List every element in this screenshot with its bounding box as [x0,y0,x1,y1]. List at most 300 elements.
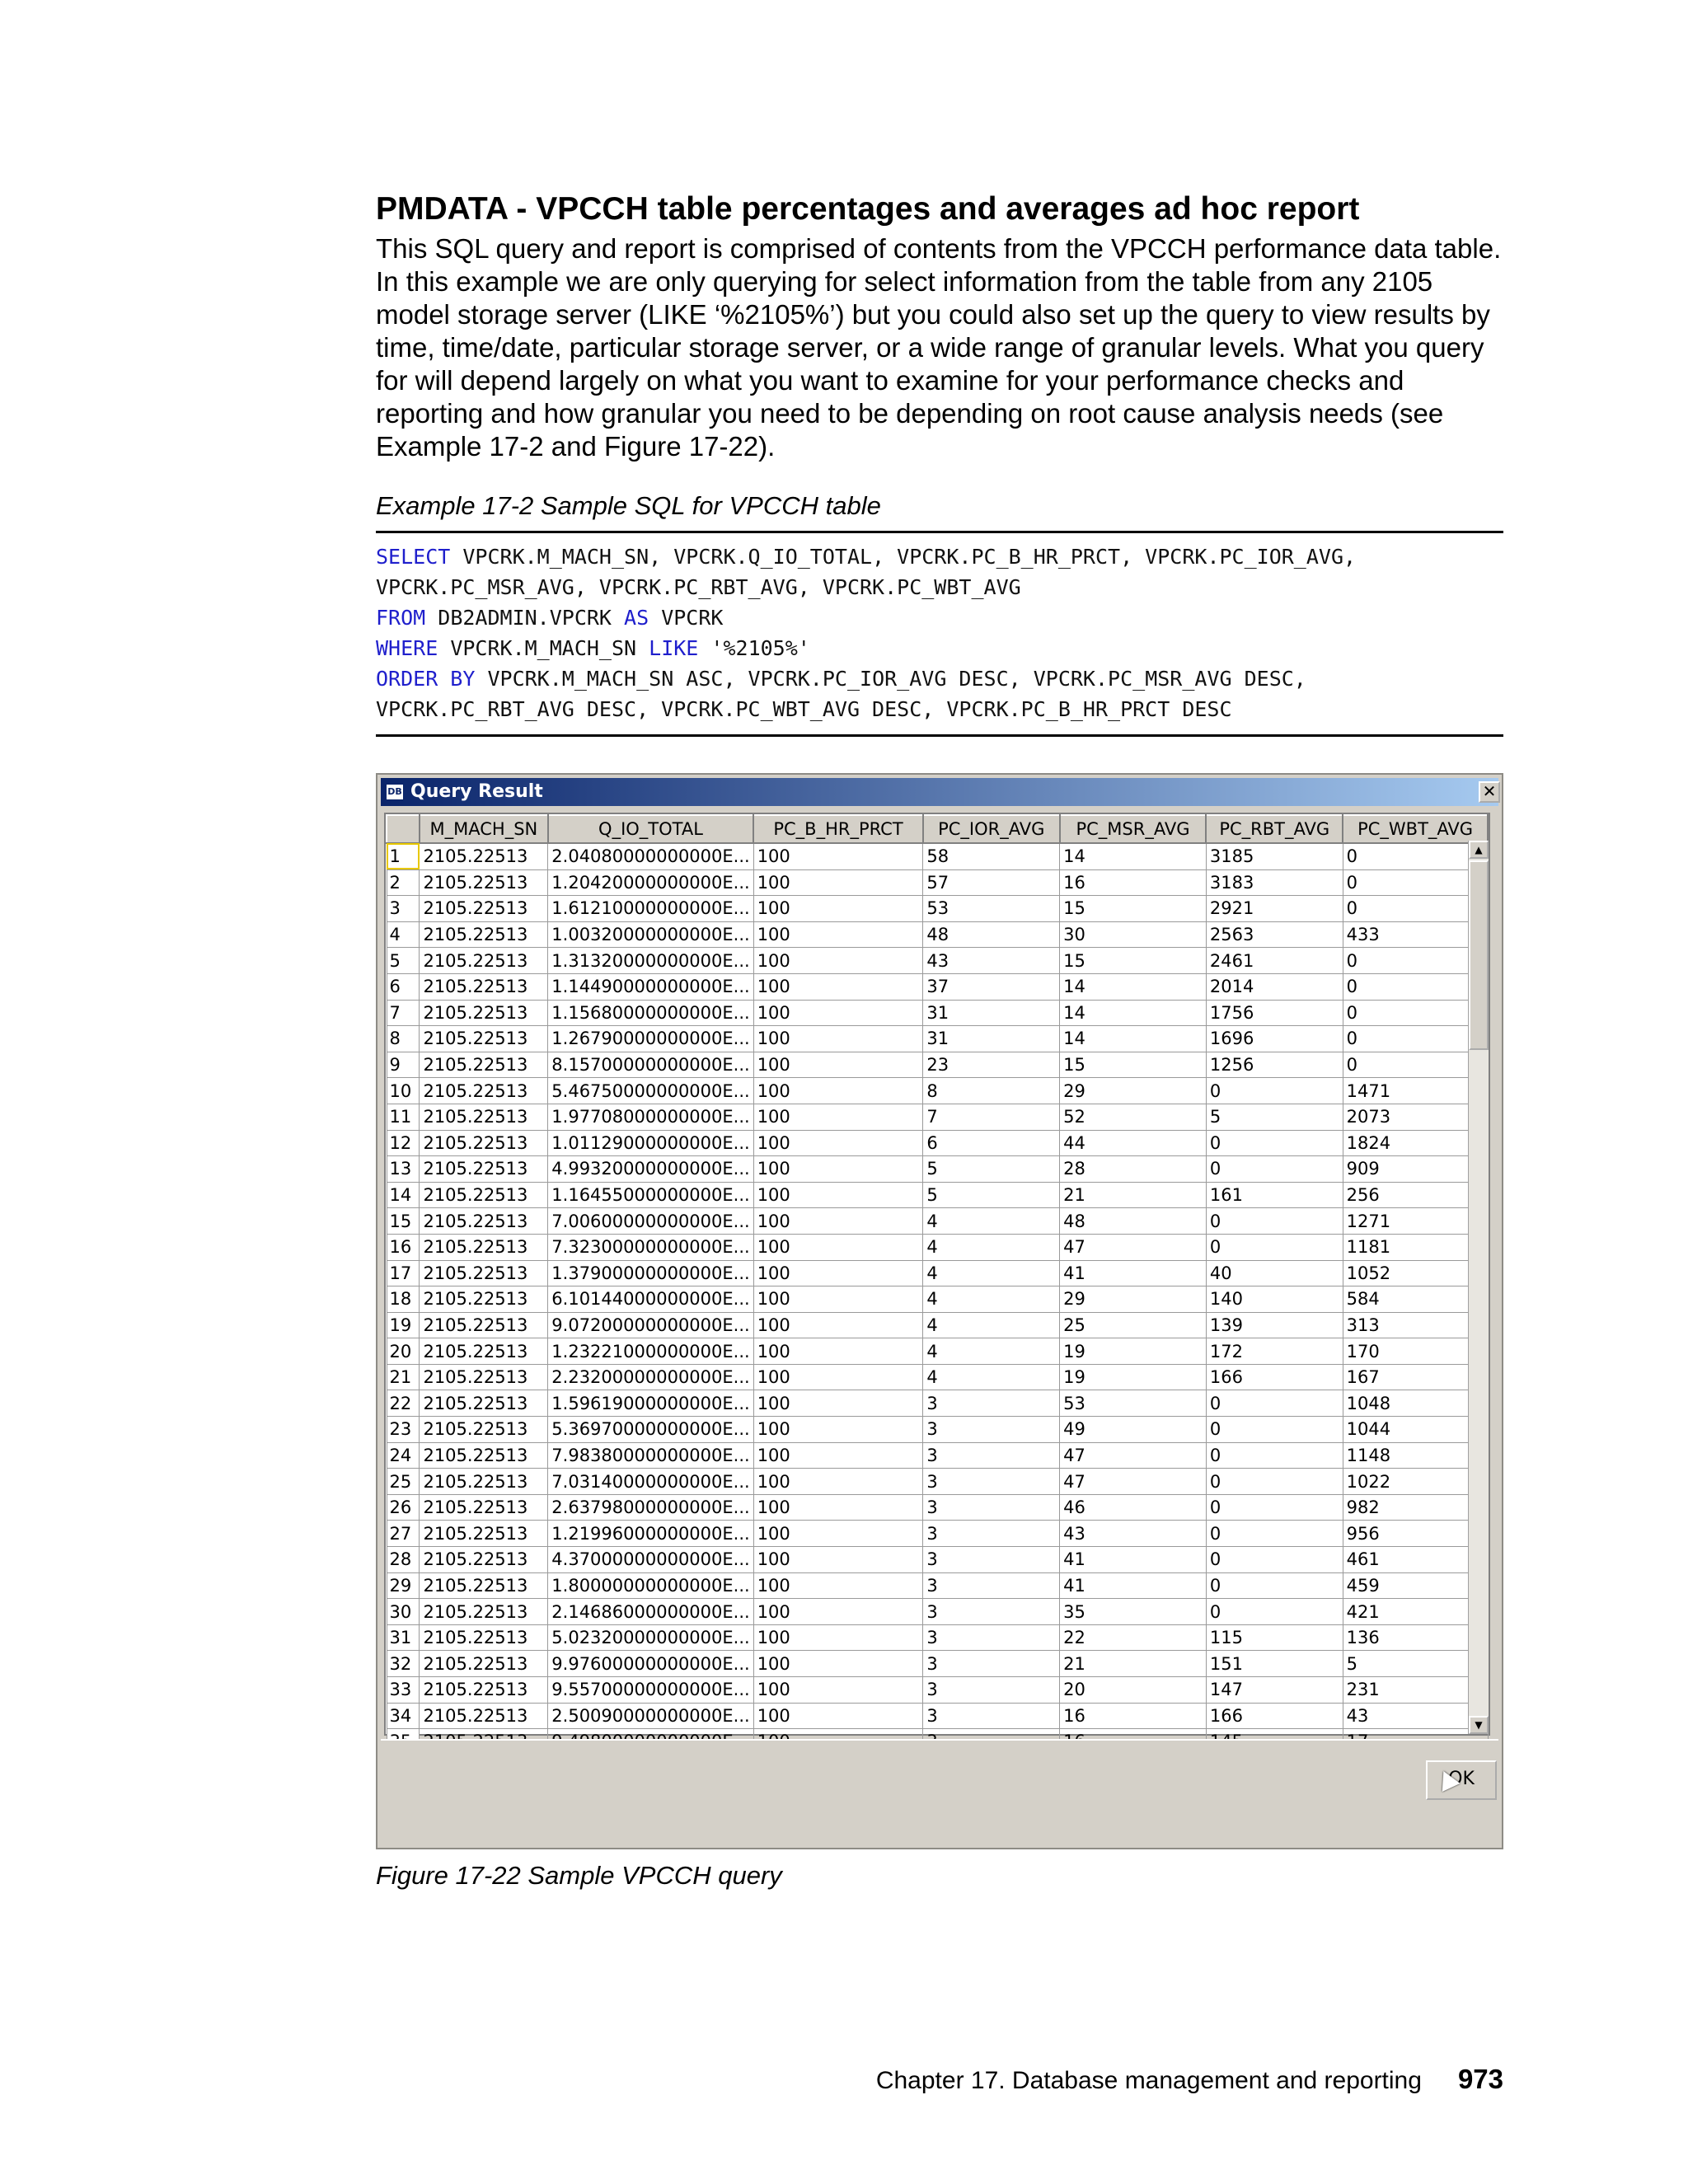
table-cell[interactable]: 7 [923,1104,1060,1130]
table-cell[interactable]: 5.46750000000000E... [548,1078,753,1104]
table-cell[interactable]: 31 [923,1000,1060,1026]
table-cell[interactable]: 0 [1343,843,1488,869]
table-cell[interactable]: 14 [1060,1000,1207,1026]
table-cell[interactable]: 2105.22513 [420,1208,548,1235]
table-cell[interactable]: 2105.22513 [420,1078,548,1104]
table-cell[interactable]: 53 [923,896,1060,922]
table-cell[interactable]: 3 [923,1494,1060,1521]
table-row[interactable] [387,1286,1488,1313]
table-cell[interactable]: 7.03140000000000E... [548,1469,753,1495]
table-cell[interactable]: 3 [923,1442,1060,1469]
table-cell[interactable]: 2105.22513 [420,1182,548,1208]
row-number[interactable]: 5 [387,948,420,974]
table-cell[interactable]: 48 [923,921,1060,948]
table-cell[interactable]: 1.15680000000000E... [548,1000,753,1026]
table-cell[interactable]: 35 [1060,1599,1207,1625]
table-row[interactable] [387,1364,1488,1390]
table-row[interactable] [387,896,1488,922]
row-number[interactable]: 4 [387,921,420,948]
table-cell[interactable]: 7.32300000000000E... [548,1234,753,1260]
table-cell[interactable]: 4 [923,1260,1060,1286]
column-header[interactable]: PC_B_HR_PRCT [753,815,923,843]
scroll-down-icon[interactable]: ▼ [1469,1716,1489,1734]
table-cell[interactable]: 5.02320000000000E... [548,1624,753,1651]
table-cell[interactable]: 2105.22513 [420,1469,548,1495]
table-cell[interactable]: 7.98380000000000E... [548,1442,753,1469]
table-cell[interactable]: 100 [753,1338,923,1365]
table-cell[interactable]: 2105.22513 [420,869,548,896]
table-cell[interactable]: 6.10144000000000E... [548,1286,753,1313]
table-cell[interactable]: 8 [923,1078,1060,1104]
table-row[interactable] [387,921,1488,948]
table-cell[interactable]: 30 [1060,921,1207,948]
table-row[interactable] [387,1494,1488,1521]
table-cell[interactable]: 1.23221000000000E... [548,1338,753,1365]
row-number[interactable]: 10 [387,1078,420,1104]
table-cell[interactable]: 19 [1060,1364,1207,1390]
table-cell[interactable]: 1271 [1343,1208,1488,1235]
table-cell[interactable]: 256 [1343,1182,1488,1208]
table-cell[interactable]: 1.26790000000000E... [548,1026,753,1052]
table-cell[interactable]: 31 [923,1026,1060,1052]
table-cell[interactable]: 2.50090000000000E... [548,1703,753,1729]
row-number[interactable]: 12 [387,1130,420,1156]
table-cell[interactable]: 100 [753,869,923,896]
table-cell[interactable]: 100 [753,1390,923,1417]
table-cell[interactable]: 1.00320000000000E... [548,921,753,948]
row-number[interactable]: 15 [387,1208,420,1235]
table-row[interactable] [387,1338,1488,1365]
table-cell[interactable]: 100 [753,1130,923,1156]
table-cell[interactable]: 161 [1206,1182,1343,1208]
table-cell[interactable]: 4 [923,1208,1060,1235]
row-number[interactable]: 31 [387,1624,420,1651]
table-cell[interactable]: 1.21996000000000E... [548,1521,753,1547]
table-cell[interactable]: 147 [1206,1677,1343,1704]
table-cell[interactable]: 100 [753,1417,923,1443]
table-cell[interactable]: 0 [1206,1234,1343,1260]
table-cell[interactable]: 4 [923,1234,1060,1260]
table-cell[interactable]: 1.80000000000000E... [548,1572,753,1599]
table-cell[interactable]: 2105.22513 [420,1677,548,1704]
table-cell[interactable]: 1148 [1343,1442,1488,1469]
table-cell[interactable]: 2105.22513 [420,896,548,922]
table-cell[interactable]: 43 [1060,1521,1207,1547]
column-header[interactable]: M_MACH_SN [420,815,548,843]
table-cell[interactable]: 2105.22513 [420,1156,548,1183]
column-header[interactable]: PC_WBT_AVG [1343,815,1488,843]
table-cell[interactable]: 4 [923,1286,1060,1313]
table-cell[interactable]: 2105.22513 [420,921,548,948]
table-cell[interactable]: 956 [1343,1521,1488,1547]
table-row[interactable] [387,973,1488,1000]
table-cell[interactable]: 53 [1060,1390,1207,1417]
table-cell[interactable]: 433 [1343,921,1488,948]
table-cell[interactable]: 46 [1060,1494,1207,1521]
table-cell[interactable]: 3 [923,1417,1060,1443]
table-cell[interactable]: 16 [1060,869,1207,896]
table-cell[interactable]: 2563 [1206,921,1343,948]
row-number[interactable]: 21 [387,1364,420,1390]
table-cell[interactable]: 5 [923,1182,1060,1208]
table-cell[interactable]: 1022 [1343,1469,1488,1495]
table-cell[interactable]: 100 [753,1052,923,1078]
table-cell[interactable]: 0 [1206,1130,1343,1156]
table-cell[interactable]: 58 [923,843,1060,869]
table-cell[interactable]: 100 [753,1000,923,1026]
table-cell[interactable]: 100 [753,896,923,922]
table-cell[interactable]: 100 [753,973,923,1000]
row-number[interactable]: 19 [387,1312,420,1338]
table-row[interactable] [387,1442,1488,1469]
table-cell[interactable]: 172 [1206,1338,1343,1365]
table-cell[interactable]: 0 [1206,1494,1343,1521]
scroll-thumb[interactable] [1469,860,1489,1050]
table-cell[interactable]: 0 [1343,1026,1488,1052]
table-cell[interactable]: 2105.22513 [420,1026,548,1052]
table-cell[interactable]: 4 [923,1312,1060,1338]
table-cell[interactable]: 3 [923,1599,1060,1625]
table-cell[interactable]: 15 [1060,1052,1207,1078]
column-header[interactable] [387,815,420,843]
table-cell[interactable]: 2105.22513 [420,1260,548,1286]
table-cell[interactable]: 5 [1206,1104,1343,1130]
table-cell[interactable]: 21 [1060,1651,1207,1677]
table-cell[interactable]: 909 [1343,1156,1488,1183]
table-cell[interactable]: 7.00600000000000E... [548,1208,753,1235]
table-cell[interactable]: 21 [1060,1182,1207,1208]
table-cell[interactable]: 16 [1060,1703,1207,1729]
row-number[interactable]: 22 [387,1390,420,1417]
table-cell[interactable]: 100 [753,1624,923,1651]
table-cell[interactable]: 0 [1206,1208,1343,1235]
table-cell[interactable]: 40 [1206,1260,1343,1286]
scroll-up-icon[interactable]: ▲ [1469,841,1489,859]
row-number[interactable]: 32 [387,1651,420,1677]
table-cell[interactable]: 43 [1343,1703,1488,1729]
table-cell[interactable]: 421 [1343,1599,1488,1625]
table-cell[interactable]: 8.15700000000000E... [548,1052,753,1078]
table-cell[interactable]: 0 [1343,869,1488,896]
table-cell[interactable]: 2105.22513 [420,1052,548,1078]
table-cell[interactable]: 3 [923,1469,1060,1495]
table-cell[interactable]: 3 [923,1677,1060,1704]
table-row[interactable] [387,843,1488,869]
table-cell[interactable]: 1471 [1343,1078,1488,1104]
table-cell[interactable]: 4 [923,1338,1060,1365]
table-row[interactable] [387,1469,1488,1495]
table-cell[interactable]: 100 [753,1078,923,1104]
row-number[interactable]: 8 [387,1026,420,1052]
table-cell[interactable]: 100 [753,1442,923,1469]
table-cell[interactable]: 0 [1343,1000,1488,1026]
table-cell[interactable]: 231 [1343,1677,1488,1704]
table-cell[interactable]: 136 [1343,1624,1488,1651]
table-cell[interactable]: 100 [753,1208,923,1235]
table-row[interactable] [387,1000,1488,1026]
table-cell[interactable]: 15 [1060,948,1207,974]
row-number[interactable]: 16 [387,1234,420,1260]
table-cell[interactable]: 100 [753,1572,923,1599]
table-cell[interactable]: 2105.22513 [420,1364,548,1390]
table-cell[interactable]: 2105.22513 [420,948,548,974]
column-header[interactable]: PC_MSR_AVG [1060,815,1207,843]
table-cell[interactable]: 49 [1060,1417,1207,1443]
table-row[interactable] [387,1547,1488,1573]
table-cell[interactable]: 100 [753,921,923,948]
table-row[interactable] [387,1677,1488,1704]
table-cell[interactable]: 100 [753,1599,923,1625]
table-cell[interactable]: 47 [1060,1469,1207,1495]
table-cell[interactable]: 2073 [1343,1104,1488,1130]
table-cell[interactable]: 1.31320000000000E... [548,948,753,974]
table-cell[interactable]: 1044 [1343,1417,1488,1443]
table-cell[interactable]: 0 [1206,1547,1343,1573]
table-cell[interactable]: 14 [1060,843,1207,869]
table-cell[interactable]: 2105.22513 [420,1338,548,1365]
table-cell[interactable]: 3185 [1206,843,1343,869]
column-header[interactable]: Q_IO_TOTAL [548,815,753,843]
row-number[interactable]: 20 [387,1338,420,1365]
table-cell[interactable]: 5.36970000000000E... [548,1417,753,1443]
table-row[interactable] [387,1078,1488,1104]
table-row[interactable] [387,1234,1488,1260]
table-cell[interactable]: 44 [1060,1130,1207,1156]
table-row[interactable] [387,1651,1488,1677]
table-cell[interactable]: 100 [753,1703,923,1729]
row-number[interactable]: 7 [387,1000,420,1026]
row-number[interactable]: 29 [387,1572,420,1599]
table-cell[interactable]: 0 [1206,1572,1343,1599]
table-row[interactable] [387,1156,1488,1183]
table-cell[interactable]: 0 [1206,1599,1343,1625]
table-cell[interactable]: 2.23200000000000E... [548,1364,753,1390]
ok-button[interactable]: OK [1426,1760,1497,1800]
table-cell[interactable]: 1256 [1206,1052,1343,1078]
table-cell[interactable]: 139 [1206,1312,1343,1338]
table-cell[interactable]: 15 [1060,896,1207,922]
table-cell[interactable]: 1.61210000000000E... [548,896,753,922]
table-cell[interactable]: 9.55700000000000E... [548,1677,753,1704]
table-cell[interactable]: 100 [753,1312,923,1338]
row-number[interactable]: 27 [387,1521,420,1547]
table-cell[interactable]: 0 [1343,896,1488,922]
table-cell[interactable]: 41 [1060,1260,1207,1286]
window-titlebar[interactable] [381,778,1498,806]
table-cell[interactable]: 0 [1343,948,1488,974]
table-cell[interactable]: 2105.22513 [420,1130,548,1156]
table-row[interactable] [387,869,1488,896]
table-cell[interactable]: 100 [753,1260,923,1286]
table-cell[interactable]: 2.04080000000000E... [548,843,753,869]
table-cell[interactable]: 2014 [1206,973,1343,1000]
row-number[interactable]: 28 [387,1547,420,1573]
table-cell[interactable]: 4 [923,1364,1060,1390]
table-cell[interactable]: 1.01129000000000E... [548,1130,753,1156]
table-cell[interactable]: 115 [1206,1624,1343,1651]
close-icon[interactable]: ✕ [1479,781,1500,803]
row-number[interactable]: 30 [387,1599,420,1625]
column-header[interactable]: PC_IOR_AVG [923,815,1060,843]
table-cell[interactable]: 982 [1343,1494,1488,1521]
table-cell[interactable]: 2461 [1206,948,1343,974]
table-cell[interactable]: 100 [753,843,923,869]
column-header[interactable]: PC_RBT_AVG [1206,815,1343,843]
table-cell[interactable]: 100 [753,1104,923,1130]
table-cell[interactable]: 1.16455000000000E... [548,1182,753,1208]
table-cell[interactable]: 20 [1060,1677,1207,1704]
table-cell[interactable]: 2.14686000000000E... [548,1599,753,1625]
table-cell[interactable]: 2105.22513 [420,1651,548,1677]
table-cell[interactable]: 1052 [1343,1260,1488,1286]
row-number[interactable]: 17 [387,1260,420,1286]
table-cell[interactable]: 461 [1343,1547,1488,1573]
table-cell[interactable]: 2105.22513 [420,1234,548,1260]
table-row[interactable] [387,1052,1488,1078]
table-cell[interactable]: 100 [753,1156,923,1183]
table-cell[interactable]: 100 [753,1286,923,1313]
table-cell[interactable]: 151 [1206,1651,1343,1677]
table-cell[interactable]: 0 [1206,1156,1343,1183]
table-cell[interactable]: 2105.22513 [420,1000,548,1026]
row-number[interactable]: 26 [387,1494,420,1521]
table-cell[interactable]: 3 [923,1651,1060,1677]
table-cell[interactable]: 100 [753,1364,923,1390]
row-number[interactable]: 25 [387,1469,420,1495]
table-cell[interactable]: 100 [753,1677,923,1704]
table-row[interactable] [387,1104,1488,1130]
table-cell[interactable]: 41 [1060,1547,1207,1573]
row-number[interactable]: 2 [387,869,420,896]
table-cell[interactable]: 170 [1343,1338,1488,1365]
table-cell[interactable]: 47 [1060,1442,1207,1469]
table-cell[interactable]: 166 [1206,1364,1343,1390]
table-cell[interactable]: 584 [1343,1286,1488,1313]
table-cell[interactable]: 6 [923,1130,1060,1156]
row-number[interactable]: 6 [387,973,420,1000]
table-row[interactable] [387,1130,1488,1156]
table-cell[interactable]: 3 [923,1547,1060,1573]
table-cell[interactable]: 1.20420000000000E... [548,869,753,896]
table-cell[interactable]: 0 [1206,1442,1343,1469]
table-cell[interactable]: 100 [753,1651,923,1677]
table-cell[interactable]: 2105.22513 [420,973,548,1000]
table-row[interactable] [387,1417,1488,1443]
table-cell[interactable]: 29 [1060,1078,1207,1104]
table-cell[interactable]: 313 [1343,1312,1488,1338]
table-cell[interactable]: 9.07200000000000E... [548,1312,753,1338]
table-cell[interactable]: 29 [1060,1286,1207,1313]
table-cell[interactable]: 2105.22513 [420,1703,548,1729]
row-number[interactable]: 23 [387,1417,420,1443]
table-cell[interactable]: 22 [1060,1624,1207,1651]
table-cell[interactable]: 47 [1060,1234,1207,1260]
table-cell[interactable]: 100 [753,1182,923,1208]
row-number[interactable]: 14 [387,1182,420,1208]
table-cell[interactable]: 37 [923,973,1060,1000]
table-cell[interactable]: 100 [753,948,923,974]
row-number[interactable]: 9 [387,1052,420,1078]
table-cell[interactable]: 25 [1060,1312,1207,1338]
table-row[interactable] [387,1521,1488,1547]
table-cell[interactable]: 1.97708000000000E... [548,1104,753,1130]
table-cell[interactable]: 1824 [1343,1130,1488,1156]
table-cell[interactable]: 3 [923,1703,1060,1729]
table-cell[interactable]: 19 [1060,1338,1207,1365]
table-cell[interactable]: 52 [1060,1104,1207,1130]
table-row[interactable] [387,1624,1488,1651]
table-cell[interactable]: 100 [753,1547,923,1573]
table-cell[interactable]: 5 [923,1156,1060,1183]
table-cell[interactable]: 2105.22513 [420,843,548,869]
table-cell[interactable]: 140 [1206,1286,1343,1313]
table-cell[interactable]: 2105.22513 [420,1104,548,1130]
row-number[interactable]: 11 [387,1104,420,1130]
table-cell[interactable]: 3 [923,1572,1060,1599]
table-cell[interactable]: 1756 [1206,1000,1343,1026]
table-cell[interactable]: 9.97600000000000E... [548,1651,753,1677]
table-cell[interactable]: 2105.22513 [420,1599,548,1625]
table-cell[interactable]: 4.99320000000000E... [548,1156,753,1183]
table-cell[interactable]: 0 [1206,1078,1343,1104]
table-cell[interactable]: 166 [1206,1703,1343,1729]
table-cell[interactable]: 459 [1343,1572,1488,1599]
table-cell[interactable]: 167 [1343,1364,1488,1390]
row-number[interactable]: 3 [387,896,420,922]
vertical-scrollbar[interactable] [1468,841,1489,1734]
table-cell[interactable]: 4.37000000000000E... [548,1547,753,1573]
row-number[interactable]: 34 [387,1703,420,1729]
table-cell[interactable]: 2921 [1206,896,1343,922]
table-cell[interactable]: 2105.22513 [420,1286,548,1313]
table-row[interactable] [387,1599,1488,1625]
table-row[interactable] [387,1703,1488,1729]
table-cell[interactable]: 1696 [1206,1026,1343,1052]
table-row[interactable] [387,1572,1488,1599]
table-row[interactable] [387,1182,1488,1208]
row-number[interactable]: 33 [387,1677,420,1704]
table-cell[interactable]: 2105.22513 [420,1312,548,1338]
table-cell[interactable]: 3 [923,1390,1060,1417]
table-cell[interactable]: 0 [1206,1469,1343,1495]
table-cell[interactable]: 2105.22513 [420,1442,548,1469]
row-number[interactable]: 24 [387,1442,420,1469]
table-row[interactable] [387,948,1488,974]
table-cell[interactable]: 100 [753,1234,923,1260]
table-cell[interactable]: 100 [753,1026,923,1052]
table-cell[interactable]: 48 [1060,1208,1207,1235]
row-number[interactable]: 13 [387,1156,420,1183]
table-cell[interactable]: 2105.22513 [420,1494,548,1521]
table-cell[interactable]: 1.14490000000000E... [548,973,753,1000]
table-cell[interactable]: 14 [1060,973,1207,1000]
table-cell[interactable]: 5 [1343,1651,1488,1677]
table-cell[interactable]: 28 [1060,1156,1207,1183]
table-cell[interactable]: 0 [1206,1390,1343,1417]
table-cell[interactable]: 100 [753,1494,923,1521]
table-cell[interactable]: 0 [1343,1052,1488,1078]
table-cell[interactable]: 2.63798000000000E... [548,1494,753,1521]
table-cell[interactable]: 100 [753,1521,923,1547]
table-row[interactable] [387,1026,1488,1052]
table-cell[interactable]: 41 [1060,1572,1207,1599]
table-row[interactable] [387,1208,1488,1235]
row-number[interactable]: 1 [387,843,420,869]
table-cell[interactable]: 23 [923,1052,1060,1078]
table-cell[interactable]: 2105.22513 [420,1624,548,1651]
table-cell[interactable]: 3 [923,1521,1060,1547]
table-cell[interactable]: 2105.22513 [420,1547,548,1573]
